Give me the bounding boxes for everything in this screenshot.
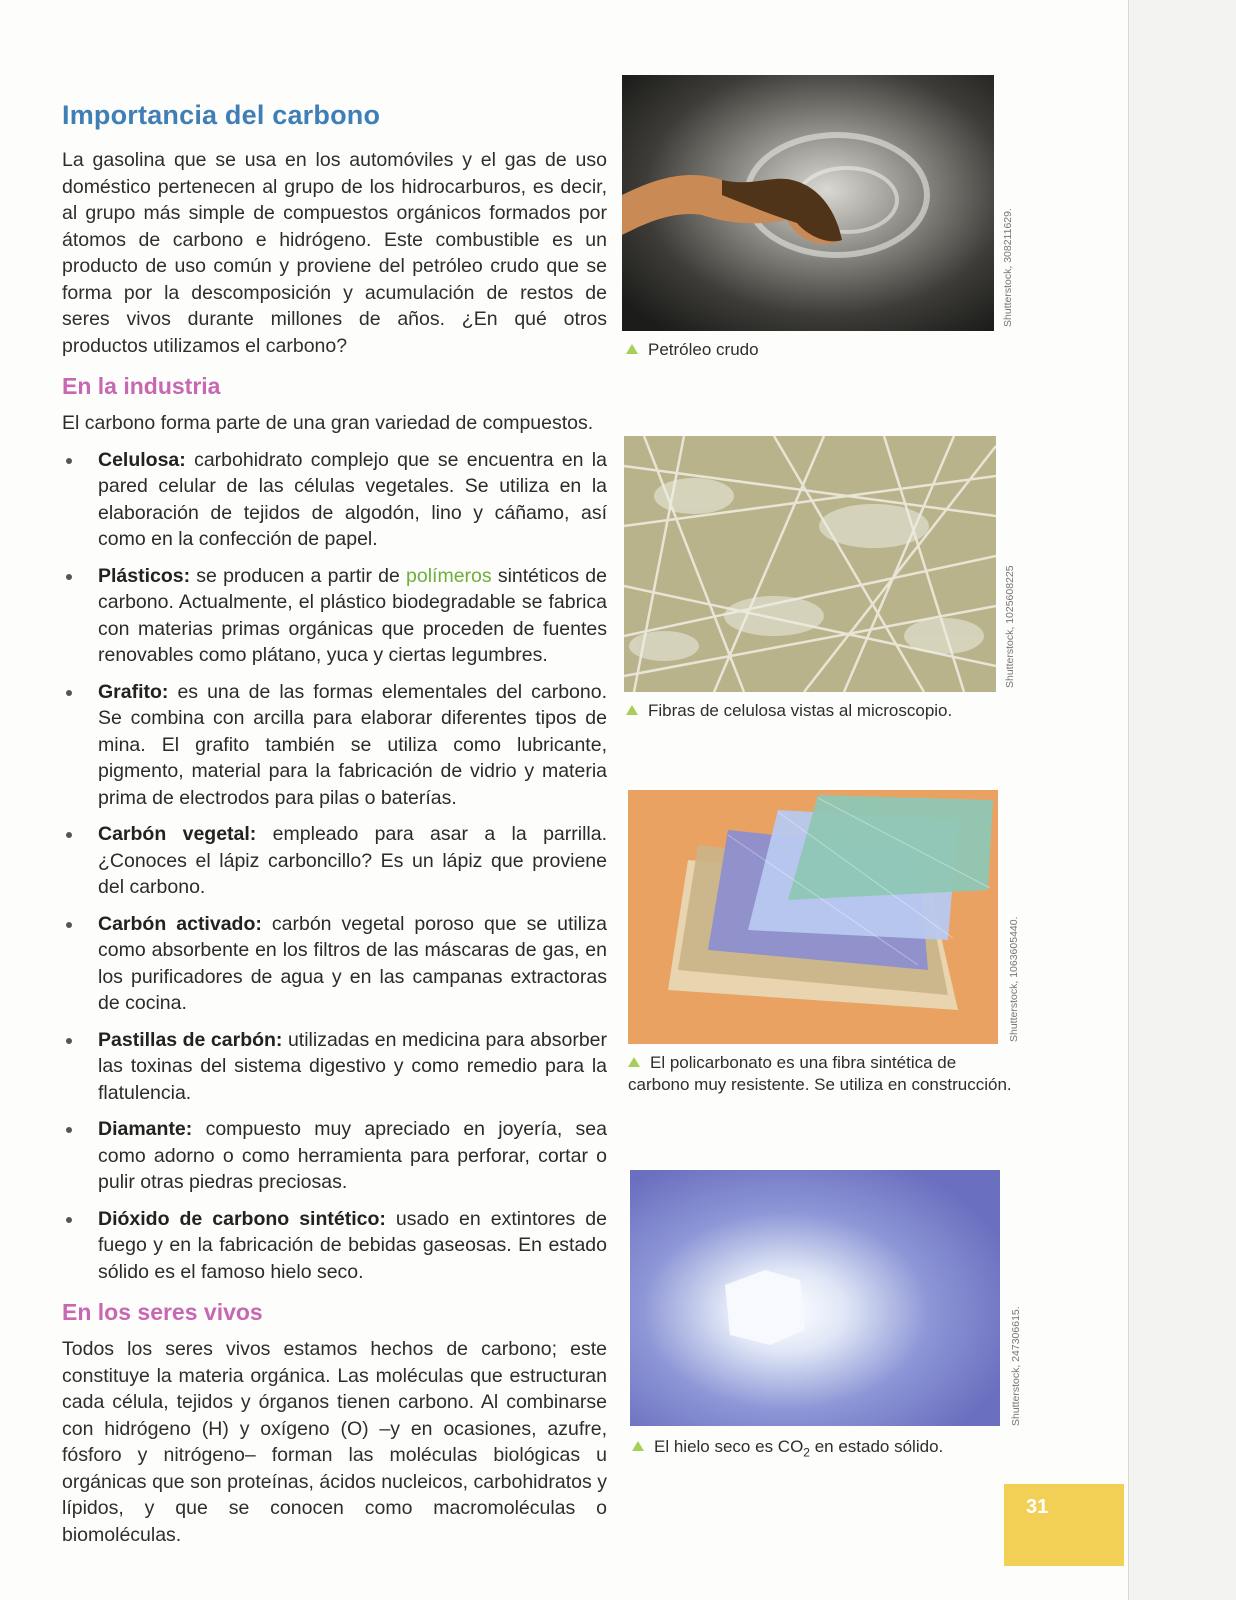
bullet-icon <box>66 1217 72 1223</box>
item-text: empleado para asar a la parrilla. ¿Conoces el lápiz carboncillo? Es un lápiz que proviene del carbono. <box>98 823 608 898</box>
page-number: 31 <box>1026 1496 1049 1518</box>
figure-caption: Petróleo crudo <box>626 339 759 361</box>
triangle-icon <box>628 1057 640 1067</box>
photo-credit: Shutterstock, 1063605440. <box>1008 916 1020 1042</box>
glossary-term-polimeros: polímeros <box>406 564 492 587</box>
figure-crude-oil <box>622 75 1022 375</box>
bullet-icon <box>66 690 72 696</box>
item-text: usado en extintores de fuego y en la fabricación de bebidas gaseosas. En estado sólido es el famoso hielo seco. <box>98 1207 607 1283</box>
cellulose-photo <box>624 436 996 692</box>
list-item <box>62 679 607 812</box>
list-item <box>62 1027 607 1107</box>
photo-credit: Shutterstock, 308211629. <box>1002 208 1014 327</box>
bullet-icon <box>66 574 72 580</box>
item-text: es una de las formas elementales del carbono. Se combina con arcilla para elaborar diferentes tipos de mina. El grafito también se utiliza como lubricante, pigmento, material para la fabricación de vidrio y materia prima de electrodos para pilas o baterías. <box>98 680 607 809</box>
figure-caption: Fibras de celulosa vistas al microscopio. <box>626 700 952 722</box>
dry-ice-photo <box>630 1170 1000 1426</box>
item-term: Diamante: <box>98 1118 193 1140</box>
figure-cellulose-fibers <box>624 436 1024 736</box>
item-text: compuesto muy apreciado en joyería, sea como adorno o como herramienta para perforar, cortar o pulir otras piedras preciosas. <box>98 1118 607 1193</box>
bullet-icon <box>66 922 72 928</box>
figure-caption: El hielo seco es $CO_2$ en estado sólido. <box>632 1436 943 1463</box>
item-text: carbohidrato complejo que se encuentra en la pared celular de las células vegetales. Se utiliza en la elaboración de tejidos de algodón, lino y cáñamo, así como en la confección de papel. <box>98 448 607 550</box>
list-item <box>62 563 607 669</box>
photo-credit: Shutterstock, 1025608225 <box>1004 565 1016 688</box>
item-term: Pastillas de carbón: <box>98 1028 283 1051</box>
text-column <box>62 100 607 1548</box>
figure-caption: El policarbonato es una fibra sintética de carbono muy resistente. Se utiliza en construcción. <box>628 1053 1012 1094</box>
item-term: Carbón vegetal: <box>98 823 257 845</box>
intro-paragraph: La gasolina que se usa en los automóviles y el gas de uso doméstico pertenecen al grupo de los hidrocarburos, es decir, al grupo más simple de compuestos orgánicos formados por átomos de carbono e hidrógeno. Este combustible es un producto de uso común y proviene del petróleo crudo que se forma por la descomposición y acumulación de restos de seres vivos durante millones de años. ¿En qué otros productos utilizamos el carbono? <box>62 149 607 357</box>
item-text: sintéticos de carbono. Actualmente, el plástico biodegradable se fabrica con materias primas orgánicas que proceden de fuentes renovables como plátano, yuca y ciertas legumbres. <box>98 564 607 666</box>
industry-intro: El carbono forma parte de una gran variedad de compuestos. <box>62 412 594 434</box>
section-title: Importancia del carbono <box>62 100 381 130</box>
triangle-icon <box>626 344 638 354</box>
list-item <box>62 821 607 901</box>
bullet-icon <box>66 1127 72 1133</box>
item-term: Dióxido de carbono sintético: <box>98 1207 386 1230</box>
item-term: Carbón activado: <box>98 912 262 935</box>
list-item <box>62 1116 607 1196</box>
item-text: utilizadas en medicina para absorber las toxinas del sistema digestivo y como remedio para la flatulencia. <box>98 1028 607 1104</box>
bullet-icon <box>66 832 72 838</box>
page-number-tab <box>1004 1484 1124 1566</box>
item-text: carbón vegetal poroso que se utiliza como absorbente en los filtros de las máscaras de gas, en los purificadores de agua y en las campanas extractoras de cocina. <box>98 912 608 1014</box>
item-text-pre: se producen a partir de <box>196 564 400 587</box>
figure-dry-ice <box>630 1170 1030 1470</box>
photo-credit: Shutterstock, 247306615. <box>1010 1306 1022 1426</box>
living-paragraph: Todos los seres vivos estamos hechos de carbono; este constituye la materia orgánica. Las moléculas que estructuran cada célula, tejidos y órganos tienen carbono. Al combinarse con hidrógeno (H) y oxígeno (O) –y en ocasiones, azufre, fósforo y nitrógeno– forman las moléculas biológicas u orgánicas que son proteínas, ácidos nucleicos, carbohidratos y lípidos, y que se conocen como macromoléculas o biomoléculas. <box>62 1338 607 1546</box>
industry-list <box>62 447 607 1286</box>
polycarbonate-photo <box>628 790 998 1044</box>
crude-oil-photo <box>622 75 994 331</box>
item-term: Celulosa: <box>98 448 186 471</box>
page-edge <box>1128 0 1236 1600</box>
item-term: Plásticos: <box>98 564 191 587</box>
list-item <box>62 447 607 553</box>
list-item <box>62 1206 607 1286</box>
list-item <box>62 911 607 1017</box>
figure-polycarbonate <box>628 790 1028 1110</box>
subheading-industry: En la industria <box>62 373 221 399</box>
triangle-icon <box>632 1441 644 1451</box>
triangle-icon <box>626 705 638 715</box>
bullet-icon <box>66 1038 72 1044</box>
subheading-living-beings: En los seres vivos <box>62 1299 263 1325</box>
bullet-icon <box>66 458 72 464</box>
item-term: Grafito: <box>98 680 169 703</box>
